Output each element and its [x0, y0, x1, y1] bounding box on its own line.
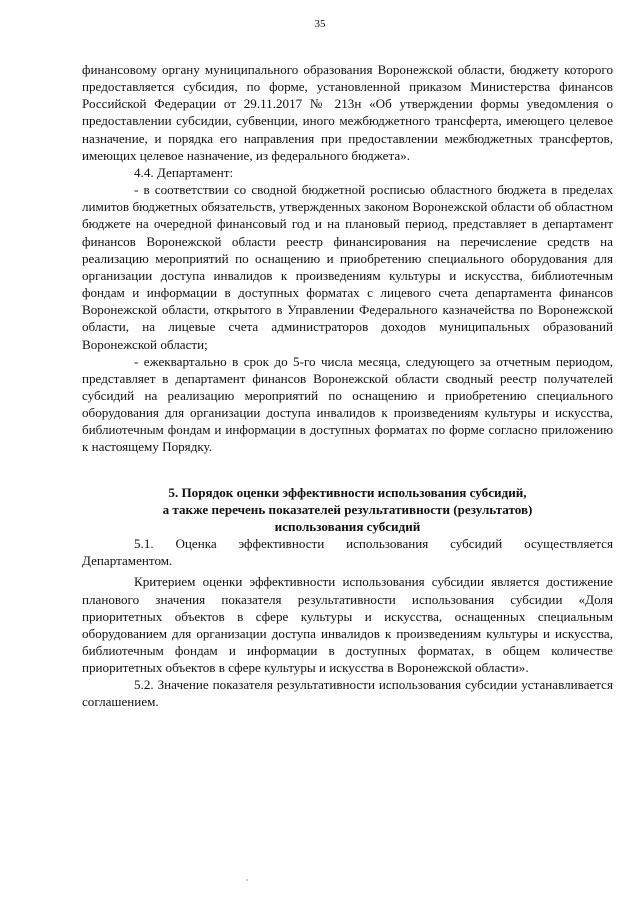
- paragraph-5-1: 5.1. Оценка эффективности использования субсидий осуществляется Департаментом.: [82, 536, 613, 569]
- scan-speck: [246, 879, 248, 881]
- section-heading-line-1: 5. Порядок оценки эффективности использования субсидий,: [168, 484, 527, 500]
- section-heading-line-2: а также перечень показателей результативности (результатов): [162, 501, 533, 517]
- paragraph-subsidy-notification: финансовому органу муниципального образования Воронежской области, бюджету которого предоставляется субсидия, по форме, установленной приказом Министерства финансов Российской Федерации от 29.11.2017 № 213н «Об утверждении формы уведомления о предоставлении субсидии, субвенции, иного межбюджетного трансферта, имеющего целевое назначение, и порядка его направления при предоставлении межбюджетных трансфертов, имеющих целевое назначение, из федерального бюджета».: [82, 62, 613, 163]
- paragraph-evaluation-criterion: Критерием оценки эффективности использования субсидии является достижение планового значения показателя результативности использования субсидии «Доля приоритетных объектов в сфере культуры и искусства, оснащенных специальным оборудованием для организации доступа инвалидов к произведениям культуры и искусства, библиотечным фондам и информации в доступных форматах, в общем количестве приоритетных объектов в сфере культуры и искусства в Воронежской области».: [82, 574, 613, 676]
- section-heading-line-3: использования субсидий: [274, 518, 421, 534]
- section-5-heading: [82, 484, 613, 535]
- paragraph-funding-registry: - в соответствии со сводной бюджетной росписью областного бюджета в пределах лимитов бюджетных обязательств, утвержденных законом Воронежской области об областном бюджете на очередной финансовый год и на плановый период, представляет в департамент финансов Воронежской области реестр финансирования на перечисление средств на реализацию мероприятий по оснащению и приобретению специального оборудования для организации доступа инвалидов к произведениям культуры и искусства, библиотечным фондам и информации в доступных форматах с лицевого счета департамента финансов Воронежской области, открытого в Управлении Федерального казначейства по Воронежской области, на лицевые счета администраторов доходов муниципальных образований Воронежской области;: [82, 182, 613, 352]
- paragraph-department-heading: 4.4. Департамент:: [134, 164, 234, 180]
- page-number: 35: [314, 18, 326, 30]
- paragraph-5-2: 5.2. Значение показателя результативности использования субсидии устанавливается соглашением.: [82, 677, 613, 710]
- paragraph-quarterly-registry: - ежеквартально в срок до 5-го числа месяца, следующего за отчетным периодом, представляет в департамент финансов Воронежской области сводный реестр получателей субсидий на реализацию мероприятий по оснащению и приобретению специального оборудования для организации доступа инвалидов к произведениям культуры и искусства, библиотечным фондам и информации в доступных форматах по форме согласно приложению к настоящему Порядку.: [82, 353, 613, 455]
- document-body: [82, 61, 613, 711]
